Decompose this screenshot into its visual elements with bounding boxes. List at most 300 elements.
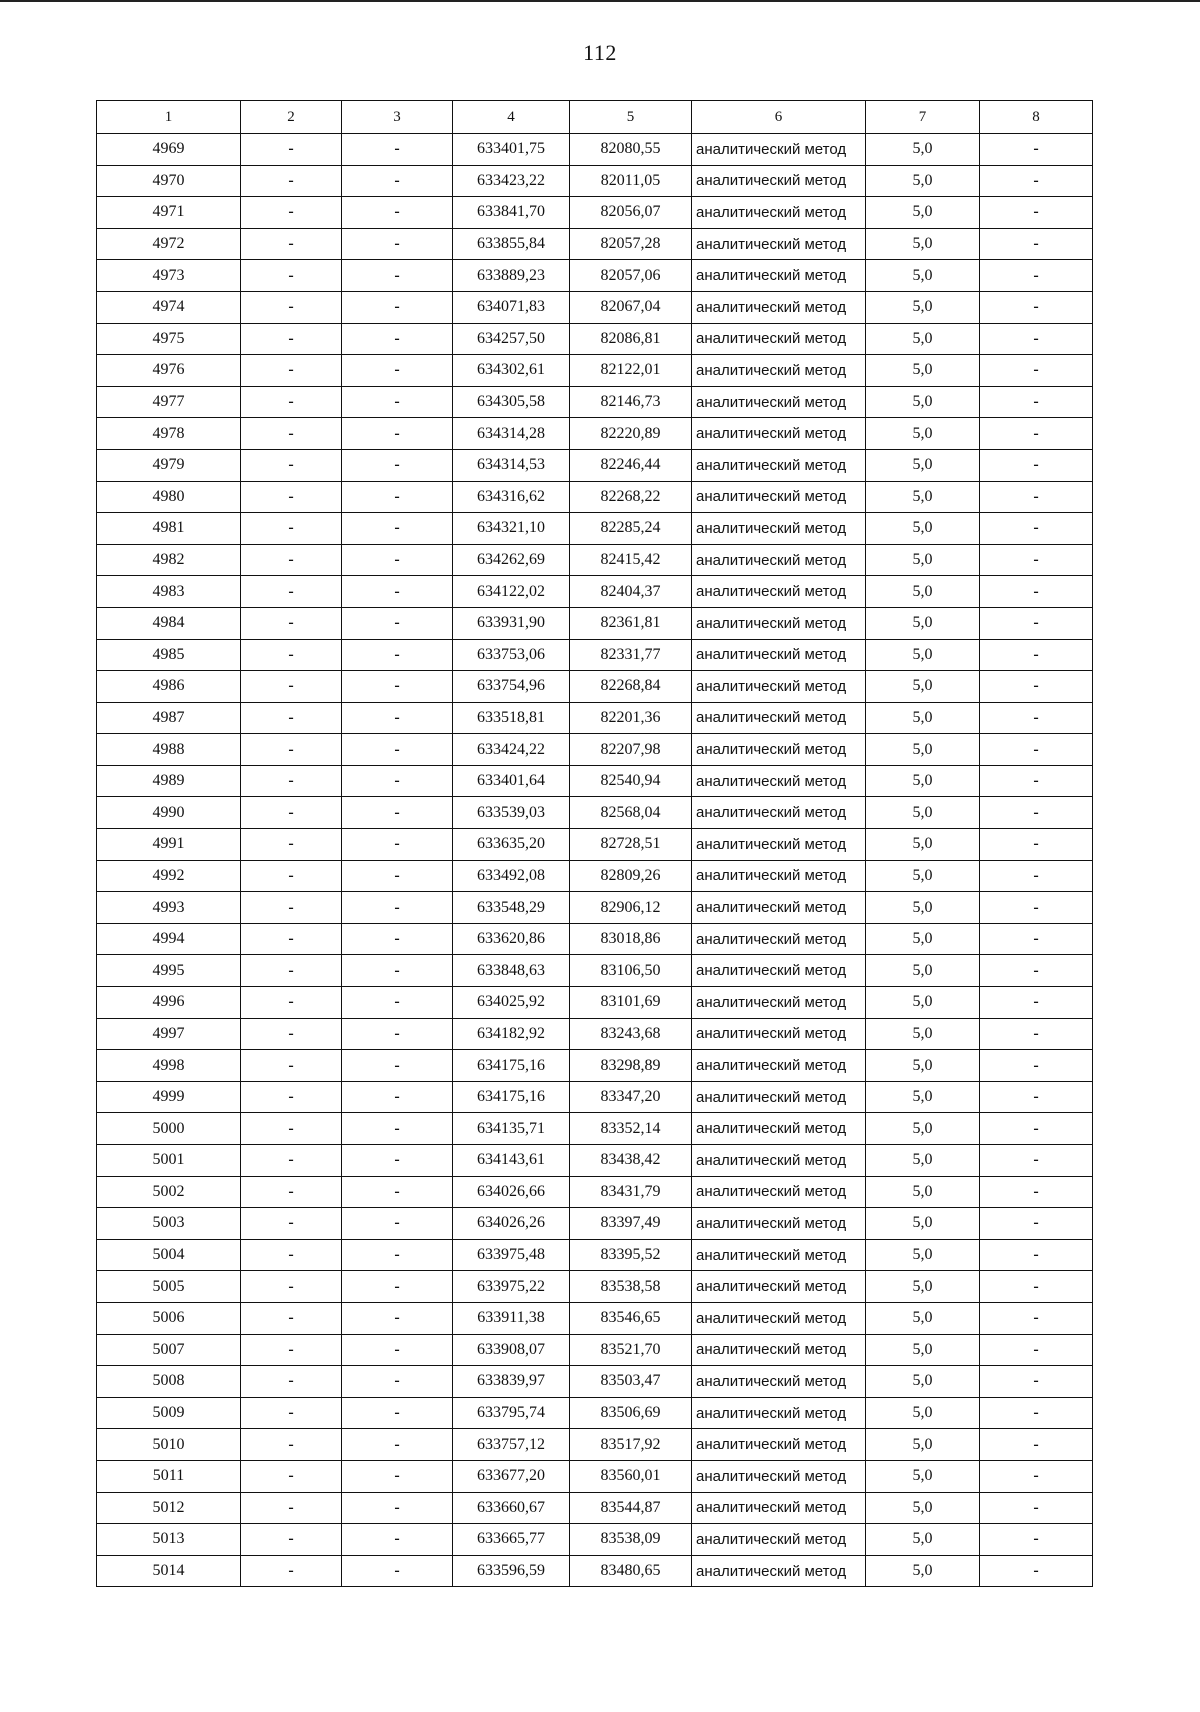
precision-cell: 5,0 [866, 860, 980, 892]
x-coordinate-cell: 633596,59 [453, 1555, 570, 1587]
method-cell: аналитический метод [692, 765, 866, 797]
x-coordinate-cell: 633839,97 [453, 1366, 570, 1398]
table-row [97, 1334, 1093, 1366]
col-2-cell: - [241, 797, 342, 829]
col-8-cell: - [980, 544, 1093, 576]
col-2-cell: - [241, 829, 342, 861]
point-number-cell: 5007 [97, 1334, 241, 1366]
col-3-cell: - [342, 1113, 453, 1145]
point-number-cell: 4969 [97, 134, 241, 166]
col-8-cell: - [980, 671, 1093, 703]
col-3-cell: - [342, 607, 453, 639]
col-2-cell: - [241, 165, 342, 197]
method-cell: аналитический метод [692, 1555, 866, 1587]
x-coordinate-cell: 633548,29 [453, 892, 570, 924]
table-row [97, 1176, 1093, 1208]
method-cell: аналитический метод [692, 1208, 866, 1240]
precision-cell: 5,0 [866, 734, 980, 766]
point-number-cell: 4976 [97, 355, 241, 387]
col-2-cell: - [241, 1018, 342, 1050]
y-coordinate-cell: 83538,09 [570, 1524, 692, 1556]
point-number-cell: 4978 [97, 418, 241, 450]
col-2-cell: - [241, 1366, 342, 1398]
col-3-cell: - [342, 702, 453, 734]
y-coordinate-cell: 82809,26 [570, 860, 692, 892]
point-number-cell: 4996 [97, 987, 241, 1019]
x-coordinate-cell: 634025,92 [453, 987, 570, 1019]
column-header: 1 [97, 101, 241, 134]
col-8-cell: - [980, 1113, 1093, 1145]
col-8-cell: - [980, 892, 1093, 924]
col-3-cell: - [342, 165, 453, 197]
method-cell: аналитический метод [692, 639, 866, 671]
table-row [97, 702, 1093, 734]
x-coordinate-cell: 634135,71 [453, 1113, 570, 1145]
method-cell: аналитический метод [692, 355, 866, 387]
method-cell: аналитический метод [692, 607, 866, 639]
method-cell: аналитический метод [692, 291, 866, 323]
col-8-cell: - [980, 260, 1093, 292]
col-2-cell: - [241, 1081, 342, 1113]
precision-cell: 5,0 [866, 1555, 980, 1587]
method-cell: аналитический метод [692, 671, 866, 703]
col-2-cell: - [241, 386, 342, 418]
y-coordinate-cell: 83101,69 [570, 987, 692, 1019]
method-cell: аналитический метод [692, 1018, 866, 1050]
col-2-cell: - [241, 576, 342, 608]
table-row [97, 449, 1093, 481]
col-2-cell: - [241, 734, 342, 766]
col-2-cell: - [241, 671, 342, 703]
y-coordinate-cell: 83538,58 [570, 1271, 692, 1303]
y-coordinate-cell: 82540,94 [570, 765, 692, 797]
col-8-cell: - [980, 923, 1093, 955]
precision-cell: 5,0 [866, 829, 980, 861]
col-8-cell: - [980, 134, 1093, 166]
table-row [97, 1397, 1093, 1429]
col-3-cell: - [342, 576, 453, 608]
col-2-cell: - [241, 449, 342, 481]
point-number-cell: 5000 [97, 1113, 241, 1145]
col-2-cell: - [241, 923, 342, 955]
col-3-cell: - [342, 260, 453, 292]
x-coordinate-cell: 633841,70 [453, 197, 570, 229]
precision-cell: 5,0 [866, 481, 980, 513]
y-coordinate-cell: 82056,07 [570, 197, 692, 229]
col-2-cell: - [241, 702, 342, 734]
col-8-cell: - [980, 765, 1093, 797]
col-8-cell: - [980, 797, 1093, 829]
precision-cell: 5,0 [866, 1429, 980, 1461]
method-cell: аналитический метод [692, 1429, 866, 1461]
y-coordinate-cell: 83018,86 [570, 923, 692, 955]
col-2-cell: - [241, 892, 342, 924]
x-coordinate-cell: 633492,08 [453, 860, 570, 892]
col-3-cell: - [342, 355, 453, 387]
precision-cell: 5,0 [866, 1460, 980, 1492]
point-number-cell: 4999 [97, 1081, 241, 1113]
table-row [97, 1113, 1093, 1145]
col-8-cell: - [980, 639, 1093, 671]
table-row [97, 1302, 1093, 1334]
method-cell: аналитический метод [692, 418, 866, 450]
col-2-cell: - [241, 323, 342, 355]
col-3-cell: - [342, 734, 453, 766]
y-coordinate-cell: 83298,89 [570, 1050, 692, 1082]
col-3-cell: - [342, 134, 453, 166]
point-number-cell: 4992 [97, 860, 241, 892]
x-coordinate-cell: 634122,02 [453, 576, 570, 608]
table-row [97, 481, 1093, 513]
precision-cell: 5,0 [866, 923, 980, 955]
col-2-cell: - [241, 1334, 342, 1366]
y-coordinate-cell: 82086,81 [570, 323, 692, 355]
x-coordinate-cell: 634026,26 [453, 1208, 570, 1240]
y-coordinate-cell: 83352,14 [570, 1113, 692, 1145]
precision-cell: 5,0 [866, 260, 980, 292]
col-8-cell: - [980, 1524, 1093, 1556]
point-number-cell: 4997 [97, 1018, 241, 1050]
precision-cell: 5,0 [866, 323, 980, 355]
point-number-cell: 4970 [97, 165, 241, 197]
col-8-cell: - [980, 987, 1093, 1019]
table-row [97, 639, 1093, 671]
col-2-cell: - [241, 1050, 342, 1082]
y-coordinate-cell: 82201,36 [570, 702, 692, 734]
table-row [97, 323, 1093, 355]
col-3-cell: - [342, 1145, 453, 1177]
method-cell: аналитический метод [692, 323, 866, 355]
table-row [97, 797, 1093, 829]
col-2-cell: - [241, 1208, 342, 1240]
x-coordinate-cell: 633424,22 [453, 734, 570, 766]
x-coordinate-cell: 633754,96 [453, 671, 570, 703]
col-2-cell: - [241, 765, 342, 797]
precision-cell: 5,0 [866, 513, 980, 545]
point-number-cell: 4990 [97, 797, 241, 829]
col-3-cell: - [342, 1492, 453, 1524]
precision-cell: 5,0 [866, 702, 980, 734]
col-8-cell: - [980, 1018, 1093, 1050]
col-8-cell: - [980, 1271, 1093, 1303]
col-3-cell: - [342, 418, 453, 450]
method-cell: аналитический метод [692, 197, 866, 229]
point-number-cell: 4998 [97, 1050, 241, 1082]
col-8-cell: - [980, 165, 1093, 197]
method-cell: аналитический метод [692, 1145, 866, 1177]
method-cell: аналитический метод [692, 1334, 866, 1366]
table-row [97, 1555, 1093, 1587]
col-2-cell: - [241, 1429, 342, 1461]
col-2-cell: - [241, 197, 342, 229]
col-3-cell: - [342, 1429, 453, 1461]
point-number-cell: 4993 [97, 892, 241, 924]
table-row [97, 291, 1093, 323]
y-coordinate-cell: 82057,28 [570, 228, 692, 260]
col-8-cell: - [980, 1176, 1093, 1208]
x-coordinate-cell: 633889,23 [453, 260, 570, 292]
precision-cell: 5,0 [866, 1176, 980, 1208]
col-3-cell: - [342, 513, 453, 545]
col-8-cell: - [980, 513, 1093, 545]
col-2-cell: - [241, 1176, 342, 1208]
col-2-cell: - [241, 860, 342, 892]
y-coordinate-cell: 82057,06 [570, 260, 692, 292]
method-cell: аналитический метод [692, 386, 866, 418]
precision-cell: 5,0 [866, 291, 980, 323]
col-2-cell: - [241, 355, 342, 387]
precision-cell: 5,0 [866, 134, 980, 166]
col-2-cell: - [241, 513, 342, 545]
method-cell: аналитический метод [692, 228, 866, 260]
y-coordinate-cell: 82080,55 [570, 134, 692, 166]
method-cell: аналитический метод [692, 576, 866, 608]
col-2-cell: - [241, 1492, 342, 1524]
x-coordinate-cell: 634175,16 [453, 1050, 570, 1082]
method-cell: аналитический метод [692, 1271, 866, 1303]
point-number-cell: 4977 [97, 386, 241, 418]
x-coordinate-cell: 633401,64 [453, 765, 570, 797]
x-coordinate-cell: 634143,61 [453, 1145, 570, 1177]
method-cell: аналитический метод [692, 449, 866, 481]
table-row [97, 1460, 1093, 1492]
top-rule [0, 0, 1200, 2]
y-coordinate-cell: 82067,04 [570, 291, 692, 323]
precision-cell: 5,0 [866, 1113, 980, 1145]
col-3-cell: - [342, 829, 453, 861]
point-number-cell: 5009 [97, 1397, 241, 1429]
col-2-cell: - [241, 607, 342, 639]
precision-cell: 5,0 [866, 1524, 980, 1556]
table-row [97, 607, 1093, 639]
col-3-cell: - [342, 544, 453, 576]
table-row [97, 987, 1093, 1019]
y-coordinate-cell: 82728,51 [570, 829, 692, 861]
table-row [97, 228, 1093, 260]
col-3-cell: - [342, 228, 453, 260]
method-cell: аналитический метод [692, 1397, 866, 1429]
x-coordinate-cell: 634314,53 [453, 449, 570, 481]
table-row [97, 1050, 1093, 1082]
method-cell: аналитический метод [692, 797, 866, 829]
table-row [97, 386, 1093, 418]
column-header: 6 [692, 101, 866, 134]
method-cell: аналитический метод [692, 829, 866, 861]
x-coordinate-cell: 633539,03 [453, 797, 570, 829]
col-2-cell: - [241, 134, 342, 166]
x-coordinate-cell: 633518,81 [453, 702, 570, 734]
table-row [97, 197, 1093, 229]
y-coordinate-cell: 83480,65 [570, 1555, 692, 1587]
table-row [97, 1239, 1093, 1271]
col-3-cell: - [342, 1081, 453, 1113]
col-2-cell: - [241, 1524, 342, 1556]
col-3-cell: - [342, 797, 453, 829]
col-2-cell: - [241, 1113, 342, 1145]
col-8-cell: - [980, 1429, 1093, 1461]
point-number-cell: 4988 [97, 734, 241, 766]
method-cell: аналитический метод [692, 544, 866, 576]
precision-cell: 5,0 [866, 987, 980, 1019]
point-number-cell: 4986 [97, 671, 241, 703]
y-coordinate-cell: 82122,01 [570, 355, 692, 387]
col-8-cell: - [980, 355, 1093, 387]
point-number-cell: 5008 [97, 1366, 241, 1398]
col-2-cell: - [241, 228, 342, 260]
column-header: 4 [453, 101, 570, 134]
col-3-cell: - [342, 1176, 453, 1208]
method-cell: аналитический метод [692, 923, 866, 955]
x-coordinate-cell: 633753,06 [453, 639, 570, 671]
x-coordinate-cell: 633911,38 [453, 1302, 570, 1334]
precision-cell: 5,0 [866, 671, 980, 703]
precision-cell: 5,0 [866, 1018, 980, 1050]
precision-cell: 5,0 [866, 1050, 980, 1082]
table-row [97, 260, 1093, 292]
precision-cell: 5,0 [866, 1302, 980, 1334]
table-row [97, 134, 1093, 166]
precision-cell: 5,0 [866, 1081, 980, 1113]
table-row [97, 1081, 1093, 1113]
precision-cell: 5,0 [866, 1271, 980, 1303]
col-8-cell: - [980, 1334, 1093, 1366]
col-2-cell: - [241, 260, 342, 292]
col-3-cell: - [342, 386, 453, 418]
col-3-cell: - [342, 1208, 453, 1240]
col-3-cell: - [342, 955, 453, 987]
y-coordinate-cell: 82268,84 [570, 671, 692, 703]
point-number-cell: 4982 [97, 544, 241, 576]
y-coordinate-cell: 83106,50 [570, 955, 692, 987]
y-coordinate-cell: 83546,65 [570, 1302, 692, 1334]
table-row [97, 1366, 1093, 1398]
x-coordinate-cell: 634175,16 [453, 1081, 570, 1113]
method-cell: аналитический метод [692, 165, 866, 197]
col-8-cell: - [980, 1239, 1093, 1271]
y-coordinate-cell: 82906,12 [570, 892, 692, 924]
y-coordinate-cell: 83506,69 [570, 1397, 692, 1429]
col-3-cell: - [342, 1397, 453, 1429]
y-coordinate-cell: 83544,87 [570, 1492, 692, 1524]
col-8-cell: - [980, 1081, 1093, 1113]
table-row [97, 734, 1093, 766]
point-number-cell: 5003 [97, 1208, 241, 1240]
col-3-cell: - [342, 1302, 453, 1334]
col-8-cell: - [980, 228, 1093, 260]
col-3-cell: - [342, 639, 453, 671]
point-number-cell: 4974 [97, 291, 241, 323]
col-3-cell: - [342, 892, 453, 924]
table-row [97, 1492, 1093, 1524]
col-3-cell: - [342, 1334, 453, 1366]
col-8-cell: - [980, 386, 1093, 418]
method-cell: аналитический метод [692, 260, 866, 292]
col-8-cell: - [980, 1366, 1093, 1398]
method-cell: аналитический метод [692, 702, 866, 734]
col-2-cell: - [241, 291, 342, 323]
x-coordinate-cell: 633620,86 [453, 923, 570, 955]
precision-cell: 5,0 [866, 797, 980, 829]
point-number-cell: 4991 [97, 829, 241, 861]
x-coordinate-cell: 633795,74 [453, 1397, 570, 1429]
col-3-cell: - [342, 1524, 453, 1556]
table-row [97, 576, 1093, 608]
y-coordinate-cell: 83503,47 [570, 1366, 692, 1398]
table-row [97, 860, 1093, 892]
precision-cell: 5,0 [866, 1334, 980, 1366]
precision-cell: 5,0 [866, 386, 980, 418]
col-2-cell: - [241, 639, 342, 671]
col-8-cell: - [980, 860, 1093, 892]
x-coordinate-cell: 633757,12 [453, 1429, 570, 1461]
x-coordinate-cell: 633975,22 [453, 1271, 570, 1303]
col-3-cell: - [342, 1239, 453, 1271]
column-header: 5 [570, 101, 692, 134]
col-2-cell: - [241, 987, 342, 1019]
x-coordinate-cell: 634257,50 [453, 323, 570, 355]
x-coordinate-cell: 633848,63 [453, 955, 570, 987]
point-number-cell: 4973 [97, 260, 241, 292]
method-cell: аналитический метод [692, 1460, 866, 1492]
point-number-cell: 4989 [97, 765, 241, 797]
table-row [97, 923, 1093, 955]
column-header: 3 [342, 101, 453, 134]
point-number-cell: 4984 [97, 607, 241, 639]
page-number: 112 [583, 40, 617, 65]
point-number-cell: 4994 [97, 923, 241, 955]
point-number-cell: 4981 [97, 513, 241, 545]
y-coordinate-cell: 82011,05 [570, 165, 692, 197]
col-2-cell: - [241, 481, 342, 513]
method-cell: аналитический метод [692, 1492, 866, 1524]
column-header: 7 [866, 101, 980, 134]
x-coordinate-cell: 634305,58 [453, 386, 570, 418]
precision-cell: 5,0 [866, 228, 980, 260]
point-number-cell: 5006 [97, 1302, 241, 1334]
point-number-cell: 4972 [97, 228, 241, 260]
method-cell: аналитический метод [692, 513, 866, 545]
table-row [97, 1018, 1093, 1050]
method-cell: аналитический метод [692, 1302, 866, 1334]
table-row [97, 355, 1093, 387]
table-row [97, 544, 1093, 576]
column-header: 8 [980, 101, 1093, 134]
precision-cell: 5,0 [866, 1145, 980, 1177]
point-number-cell: 5011 [97, 1460, 241, 1492]
point-number-cell: 5013 [97, 1524, 241, 1556]
x-coordinate-cell: 633908,07 [453, 1334, 570, 1366]
table-row [97, 1524, 1093, 1556]
precision-cell: 5,0 [866, 1366, 980, 1398]
col-8-cell: - [980, 1145, 1093, 1177]
col-2-cell: - [241, 544, 342, 576]
x-coordinate-cell: 633975,48 [453, 1239, 570, 1271]
col-8-cell: - [980, 1492, 1093, 1524]
precision-cell: 5,0 [866, 418, 980, 450]
col-2-cell: - [241, 1555, 342, 1587]
col-8-cell: - [980, 955, 1093, 987]
method-cell: аналитический метод [692, 481, 866, 513]
y-coordinate-cell: 83347,20 [570, 1081, 692, 1113]
point-number-cell: 4980 [97, 481, 241, 513]
x-coordinate-cell: 634026,66 [453, 1176, 570, 1208]
col-8-cell: - [980, 449, 1093, 481]
col-8-cell: - [980, 197, 1093, 229]
method-cell: аналитический метод [692, 1113, 866, 1145]
col-3-cell: - [342, 765, 453, 797]
col-2-cell: - [241, 1302, 342, 1334]
col-2-cell: - [241, 1460, 342, 1492]
